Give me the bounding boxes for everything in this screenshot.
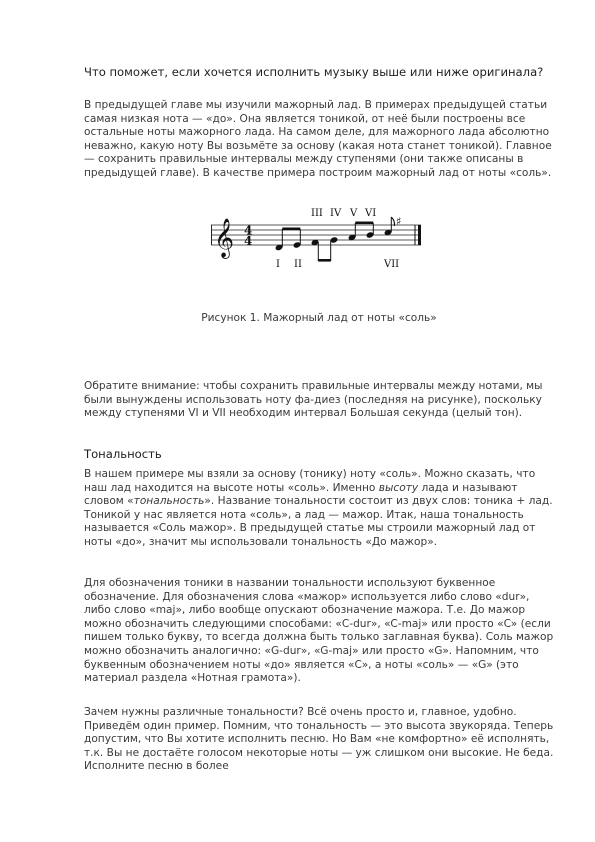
degree-vi: VI [365, 208, 377, 219]
emphasis-height: высоту [378, 481, 419, 494]
paragraph-note: Обратите внимание: чтобы сохранить правильные интервалы между нотами, мы были вынуждены использовать ноту фа-диез (последняя на рисунке), поскольку между ступенями VI и VII необходим интервал Большая секунда (целый тон). [84, 380, 543, 420]
sharp-icon: ♯ [396, 215, 402, 228]
degree-iii: III [311, 208, 323, 219]
treble-clef-icon: 𝄞 [214, 218, 235, 258]
g-major-scale-score [205, 203, 430, 275]
degree-ii: II [294, 259, 302, 270]
time-signature-top: 4 [244, 223, 253, 238]
emphasis-tonality: тональность [133, 495, 205, 508]
subheading-tonality: Тональность [84, 447, 162, 461]
paragraph-tonality-part1: В нашем примере мы взяли за основу (тонику) ноту «соль». Можно сказать, что наш лад находится на высоте ноты «соль». Именно [84, 468, 536, 494]
section-heading: Что поможет, если хочется исполнить музыку выше или ниже оригинала? [84, 65, 544, 79]
note-beams [282, 222, 373, 262]
figure-caption: Рисунок 1. Мажорный лад от ноты «соль» [201, 312, 437, 324]
degree-iv: IV [330, 208, 342, 219]
paragraph-tonality [84, 468, 554, 550]
paragraph-intro: В предыдущей главе мы изучили мажорный лад. В примерах предыдущей статьи самая низкая нота — «до». Она является тоникой, от неё были построены все остальные ноты мажорного лада. На самом деле, для мажорного лада абсолютно неважно, какую ноту Вы возьмёте за основу (какая нота станет тоникой). Главное — сохранить правильные интервалы между ступенями (они также описаны в предыдущей главе). В качестве примера построим мажорный лад от ноты «соль». [84, 99, 552, 179]
paragraph-notation: Для обозначения тоники в названии тональности используют буквенное обозначение. Для обозначения слова «мажор» используется либо слово «dur», либо слово «maj», либо вообще опускают обозначение мажора. Т.е. До мажор можно обозначить следующими способами: «C-dur», «C-maj» или просто «C» (если пишем только букву, то всегда должна быть только заглавная буква). Соль мажор можно обозначить аналогично: «G-dur», «G-maj» или просто «G». Напомним, что буквенным обозначением ноты «до» является «C», а ноты «соль» — «G» (это материал раздела «Нотная грамота»). [84, 577, 554, 685]
time-signature-bottom: 4 [244, 234, 253, 248]
degree-v: V [350, 208, 358, 219]
paragraph-tonality-part3: ». Название тональности состоит из двух слов: тоника + лад. Тоникой у нас является нота «соль», а лад — мажор. Итак, наша тональность называется «Соль мажор». В предыдущей статье мы строили мажорный лад от ноты «до», значит мы использовали тональность «До мажор». [84, 495, 553, 548]
degree-vii: VII [384, 259, 400, 270]
music-staff-figure [205, 203, 430, 275]
paragraph-why-tonalities: Зачем нужны различные тональности? Всё очень просто и, главное, удобно. Приведём один пример. Помним, что тональность — это высота звукоряда. Теперь допустим, что Вы хотите исполнить песню. Но Вам «не комфортно» её исполнять, т.к. Вы не достаёте голосом некоторые ноты — уж слишком они высокие. Не беда. Исполните песню в более [84, 706, 554, 773]
paragraph-tonality-part2: лада и называют словом « [84, 481, 518, 508]
degree-i: I [276, 259, 280, 270]
